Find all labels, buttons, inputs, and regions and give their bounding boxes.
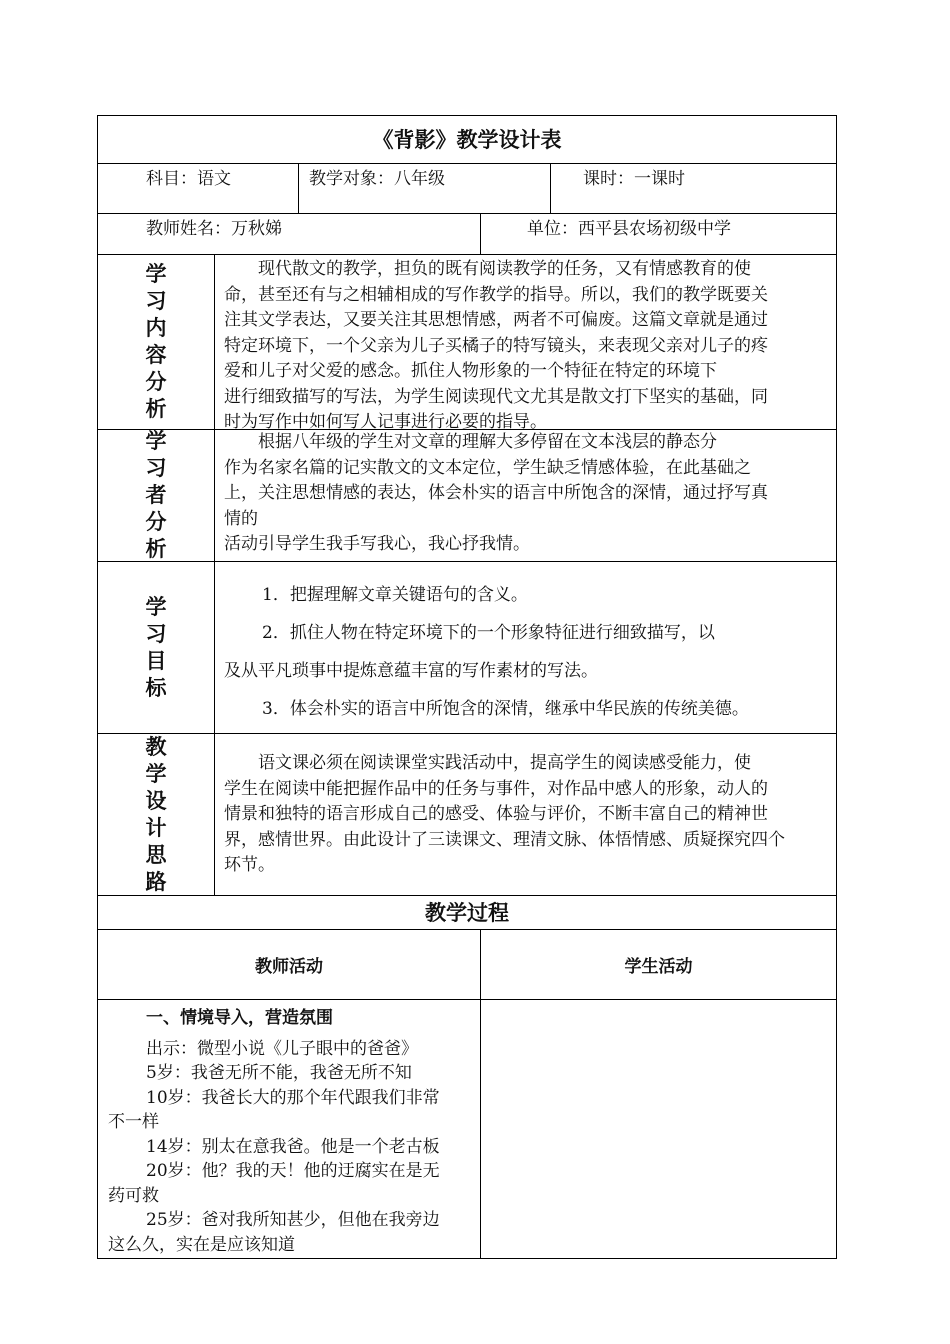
- goals-text: 1．把握理解文章关键语句的含义。 2．抓住人物在特定环境下的一个形象特征进行细致描写，以 及从平凡琐事中提炼意蕴丰富的写作素材的写法。 3．体会朴实的语言中所饱含的深情，继承中华民族的传统美德。: [224, 585, 749, 719]
- goals-label: 学习目标: [98, 562, 215, 733]
- student-activity-header: 学生活动: [480, 930, 836, 999]
- period-cell: 课时：一课时: [550, 164, 836, 213]
- table-title: 《背影》教学设计表: [98, 116, 836, 164]
- target-cell: 教学对象：八年级: [298, 164, 550, 213]
- teacher-activity-cell: 一、情境导入，营造氛围 出示：微型小说《儿子眼中的爸爸》 5岁：我爸无所不能，我爸无所不知 10岁：我爸长大的那个年代跟我们非常 不一样 14岁：别太在意我爸。他是一个老古板 20岁：他？我的天！他的迂腐实在是无 药可救 25岁：爸对我所知甚少，但他在我旁边 这么久，实在是应该知道: [98, 1000, 480, 1258]
- student-activity-cell: [480, 1000, 836, 1258]
- learner-analysis-text: 根据八年级的学生对文章的理解大多停留在文本浅层的静态分 作为名家名篇的记实散文的文本定位，学生缺乏情感体验，在此基础之 上，关注思想情感的表达，体会朴实的语言中所饱含的深情，通过抒写真 情的 活动引导学生我手写我心，我心抒我情。: [224, 432, 768, 554]
- teacher-activity-header: 教师活动: [255, 957, 323, 977]
- teacher-cell: 教师姓名：万秋娣: [146, 219, 282, 239]
- process-column-header: [98, 930, 836, 1000]
- design-table: [97, 115, 837, 1259]
- design-text: 语文课必须在阅读课堂实践活动中，提高学生的阅读感受能力，使 学生在阅读中能把握作品中的任务与事件，对作品中感人的形象，动人的 情景和独特的语言形成自己的感受、体验与评价，不断丰富自己的精神世 界，感情世界。由此设计了三读课文、理清文脉、体悟情感、质疑探究四个 环节。: [224, 753, 785, 875]
- goals-row: [98, 562, 836, 734]
- content-analysis-label: 学习内容分析: [98, 255, 215, 429]
- subject-cell: 科目：语文: [146, 169, 231, 189]
- step-title: 一、情境导入，营造氛围: [146, 1008, 333, 1028]
- design-row: [98, 734, 836, 896]
- unit-cell: 单位：西平县农场初级中学: [480, 214, 836, 254]
- info-row-1: [98, 164, 836, 214]
- process-title: 教学过程: [98, 896, 836, 930]
- learner-analysis-row: [98, 430, 836, 562]
- content-analysis-row: [98, 255, 836, 430]
- document-page: [97, 115, 837, 1259]
- info-row-2: [98, 214, 836, 255]
- content-analysis-text: 现代散文的教学，担负的既有阅读教学的任务，又有情感教育的使 命，甚至还有与之相辅相成的写作教学的指导。所以，我们的教学既要关 注其文学表达，又要关注其思想情感，两者不可偏废。这篇文章就是通过 特定环境下，一个父亲为儿子买橘子的特写镜头，来表现父亲对儿子的疼 爱和儿子对父爱的感念。抓住人物形象的一个特征在特定的环境下 进行细致描写的写法，为学生阅读现代文尤其是散文打下坚实的基础，同 时为写作中如何写人记事进行必要的指导。: [224, 259, 768, 432]
- process-step-row: [98, 1000, 836, 1258]
- design-label: 教学设计思路: [98, 734, 215, 895]
- learner-analysis-label: 学习者分析: [98, 430, 215, 561]
